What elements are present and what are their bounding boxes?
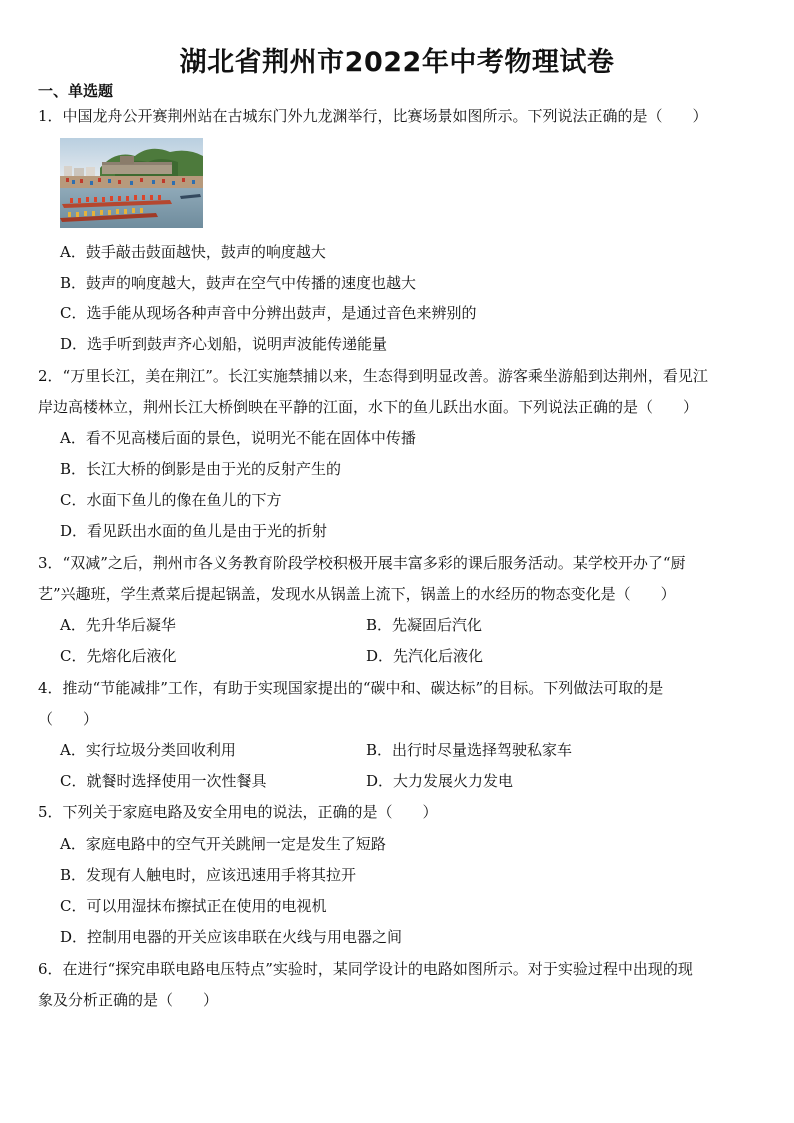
question-5-stem: 5．下列关于家庭电路及安全用电的说法，正确的是（ ）: [38, 803, 438, 821]
question-1-stem: 1．中国龙舟公开赛荆州站在古城东门外九龙渊举行，比赛场景如图所示。下列说法正确的是（ ）: [38, 107, 708, 125]
exam-title: 湖北省荆州市2022年中考物理试卷: [179, 47, 615, 78]
question-5-option-b: B．发现有人触电时，应该迅速用手将其拉开: [60, 866, 357, 884]
dragon-boat-race-image: [60, 138, 203, 228]
question-4-option-d: D．大力发展火力发电: [366, 772, 514, 790]
question-6-stem-line2: 象及分析正确的是（ ）: [38, 991, 219, 1009]
question-3-stem-line1: 3．“双减”之后，荆州市各义务教育阶段学校积极开展丰富多彩的课后服务活动。某学校开办了“厨: [38, 554, 686, 572]
question-4-stem-line1: 4．推动“节能减排”工作，有助于实现国家提出的“碳中和、碳达标”的目标。下列做法可取的是: [38, 679, 664, 697]
question-2-stem-line2: 岸边高楼林立，荆州长江大桥倒映在平静的江面，水下的鱼儿跃出水面。下列说法正确的是（ ）: [38, 398, 699, 416]
question-5-option-a: A．家庭电路中的空气开关跳闸一定是发生了短路: [60, 835, 386, 853]
question-4-option-b: B．出行时尽量选择驾驶私家车: [366, 741, 573, 759]
question-2-option-d: D．看见跃出水面的鱼儿是由于光的折射: [60, 522, 328, 540]
question-3-option-a: A．先升华后凝华: [60, 616, 176, 634]
dragon-boat-race-photo: [60, 138, 203, 228]
question-3-option-d: D．先汽化后液化: [366, 647, 484, 665]
question-5-option-c: C．可以用湿抹布擦拭正在使用的电视机: [60, 897, 327, 915]
question-3-stem-line2: 艺”兴趣班，学生煮菜后提起锅盖，发现水从锅盖上流下，锅盖上的水经历的物态变化是（ ）: [38, 585, 676, 603]
question-1-option-b: B．鼓声的响度越大，鼓声在空气中传播的速度也越大: [60, 274, 417, 292]
question-2-option-a: A．看不见高楼后面的景色，说明光不能在固体中传播: [60, 429, 416, 447]
question-1-option-a: A．鼓手敲击鼓面越快，鼓声的响度越大: [60, 243, 326, 261]
question-3-option-b: B．先凝固后汽化: [366, 616, 483, 634]
question-2-stem-line1: 2．“万里长江，美在荆江”。长江实施禁捕以来，生态得到明显改善。游客乘坐游船到达荆州，看见江: [38, 367, 708, 385]
question-6-stem-line1: 6．在进行“探究串联电路电压特点”实验时，某同学设计的电路如图所示。对于实验过程中出现的现: [38, 960, 693, 978]
question-3-option-c: C．先熔化后液化: [60, 647, 177, 665]
question-4-option-c: C．就餐时选择使用一次性餐具: [60, 772, 267, 790]
question-4-stem-line2: （ ）: [38, 710, 99, 728]
question-1-option-d: D．选手听到鼓声齐心划船，说明声波能传递能量: [60, 335, 388, 353]
question-5-option-d: D．控制用电器的开关应该串联在火线与用电器之间: [60, 928, 403, 946]
question-2-option-c: C．水面下鱼儿的像在鱼儿的下方: [60, 491, 282, 509]
section-heading: 一、单选题: [38, 82, 114, 100]
question-4-option-a: A．实行垃圾分类回收利用: [60, 741, 236, 759]
question-2-option-b: B．长江大桥的倒影是由于光的反射产生的: [60, 460, 342, 478]
question-1-option-c: C．选手能从现场各种声音中分辨出鼓声，是通过音色来辨别的: [60, 304, 477, 322]
